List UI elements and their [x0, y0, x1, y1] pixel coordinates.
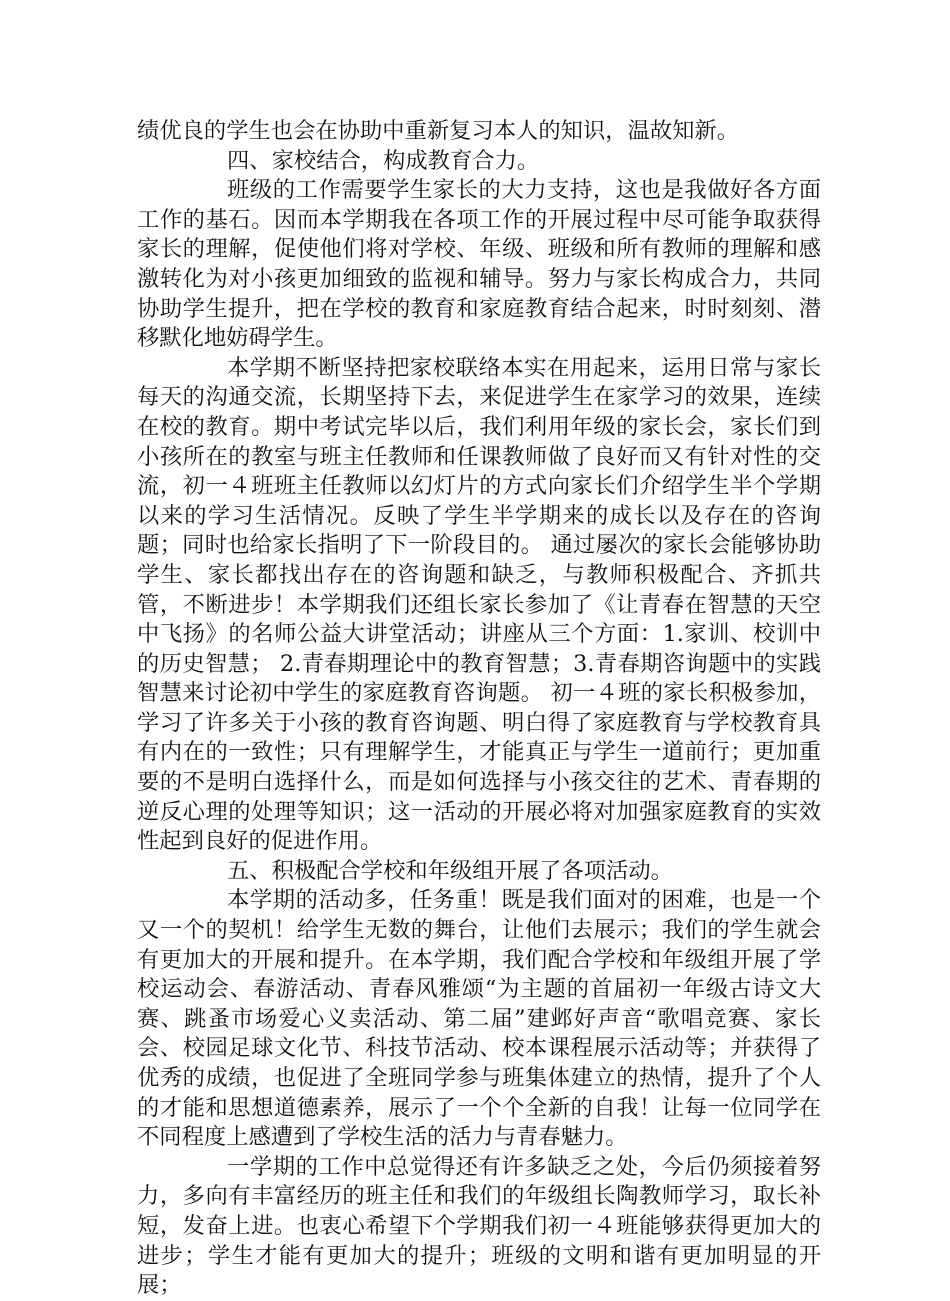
section-heading-4: 四、家校结合，构成教育合力。: [227, 147, 540, 174]
paragraph-5: 一学期的工作中总觉得还有许多缺乏之处，今后仍须接着努力，多向有丰富经历的班主任和我们的年级组长陶教师学习，取长补短，发奋上进。也衷心希望下个学期我们初一４班能够获得更加大的进步；学生才能有更加大的提升；班级的文明和谐有更加明显的开展；: [137, 1153, 821, 1299]
paragraph-2: 班级的工作需要学生家长的大力支持，这也是我做好各方面工作的基石。因而本学期我在各项工作的开展过程中尽可能争取获得家长的理解，促使他们将对学校、年级、班级和所有教师的理解和感激转化为对小孩更加细致的监视和辅导。努力与家长构成合力，共同协助学生提升，把在学校的教育和家庭教育结合起来，时时刻刻、潜移默化地妨碍学生。: [137, 177, 821, 352]
document-page: [137, 117, 821, 1301]
section-heading-5: 五、积极配合学校和年级组开展了各项活动。: [227, 857, 673, 884]
paragraph-3: 本学期不断坚持把家校联络本实在用起来，运用日常与家长每天的沟通交流，长期坚持下去，来促进学生在家学习的效果，连续在校的教育。期中考试完毕以后，我们利用年级的家长会，家长们到小孩所在的教室与班主任教师和任课教师做了良好而又有针对性的交流，初一４班班主任教师以幻灯片的方式向家长们介绍学生半个学期以来的学习生活情况。反映了学生半学期来的成长以及存在的咨询题；同时也给家长指明了下一阶段目的。 通过屡次的家长会能够协助学生、家长都找出存在的咨询题和缺乏，与教师积极配合、齐抓共管，不断进步！本学期我们还组长家长参加了《让青春在智慧的天空中飞扬》的名师公益大讲堂活动；讲座从三个方面：1.家训、校训中的历史智慧； 2.青春期理论中的教育智慧；3.青春期咨询题中的实践智慧来讨论初中学生的家庭教育咨询题。 初一４班的家长积极参加，学习了许多关于小孩的教育咨询题、明白得了家庭教育与学校教育具有内在的一致性；只有理解学生，才能真正与学生一道前行；更加重要的不是明白选择什么，而是如何选择与小孩交往的艺术、青春期的逆反心理的处理等知识；这一活动的开展必将对加强家庭教育的实效性起到良好的促进作用。: [137, 354, 821, 855]
paragraph-4: 本学期的活动多，任务重！既是我们面对的困难，也是一个又一个的契机！给学生无数的舞台，让他们去展示；我们的学生就会有更加大的开展和提升。在本学期，我们配合学校和年级组开展了学校运动会、春游活动、青春风雅颂“为主题的首届初一年级古诗文大赛、跳蚤市场爱心义卖活动、第二届”建邺好声音“歌唱竞赛、家长会、校园足球文化节、科技节活动、校本课程展示活动等；并获得了优秀的成绩，也促进了全班同学参与班集体建立的热情，提升了个人的才能和思想道德素养，展示了一个个全新的自我！让每一位同学在不同程度上感遭到了学校生活的活力与青春魅力。: [137, 887, 821, 1151]
paragraph-1: 绩优良的学生也会在协助中重新复习本人的知识，温故知新。: [137, 118, 740, 144]
